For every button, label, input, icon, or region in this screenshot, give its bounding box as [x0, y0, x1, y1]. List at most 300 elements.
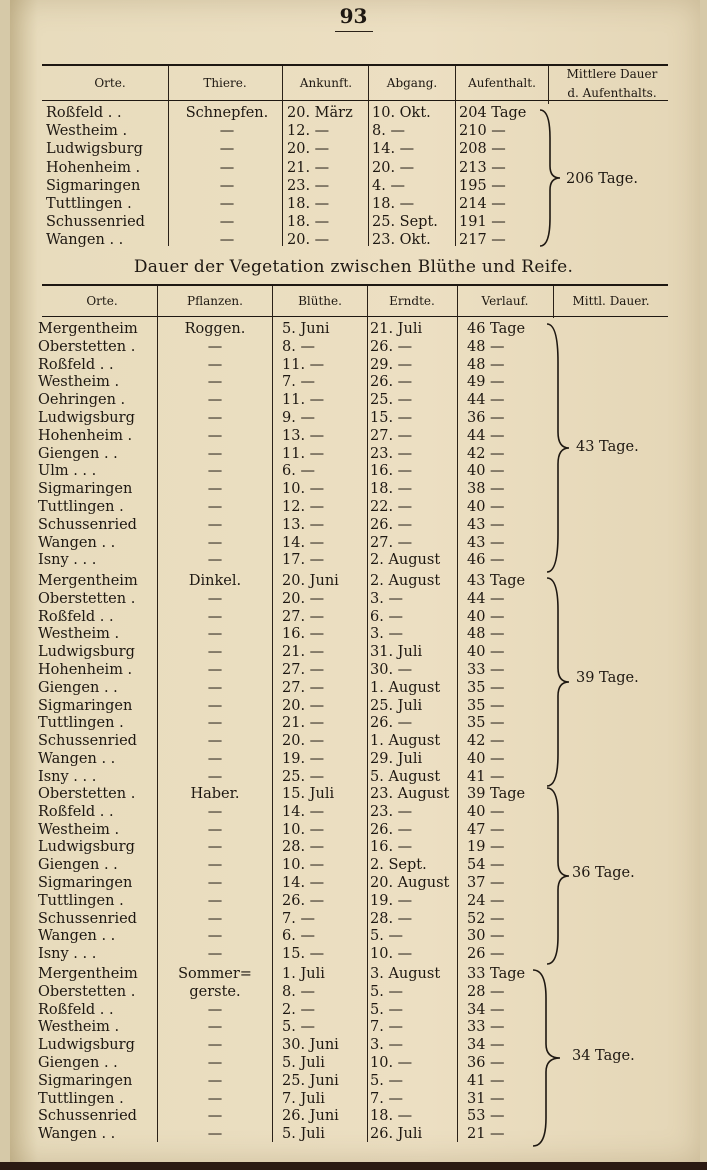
- table2-row: [38, 821, 668, 839]
- table2-cell-bluethe: 10. —: [282, 821, 325, 838]
- table2-cell-ort: Isny . . .: [38, 552, 97, 569]
- table2-cell-ort: Schussenried: [38, 1108, 137, 1125]
- table2-row: [38, 838, 668, 856]
- table2-cell-bluethe: 8. —: [282, 983, 315, 1000]
- table2-cell-verlauf: 40 —: [467, 608, 505, 625]
- table2-cell-verlauf: 41 —: [467, 768, 505, 785]
- table2-cell-ort: Westheim .: [38, 374, 120, 391]
- table2-cell-verlauf: 28 —: [467, 983, 505, 1000]
- table2-cell-bluethe: 1. Juli: [282, 966, 325, 982]
- table2-row: [38, 1072, 668, 1090]
- table2-cell-ort: Westheim .: [38, 626, 120, 643]
- table2-cell-pflanze: —: [207, 928, 223, 945]
- table2-cell-pflanze: —: [207, 445, 223, 462]
- table2-cell-pflanze: —: [207, 1126, 223, 1143]
- table2-cell-pflanze: Dinkel.: [188, 573, 242, 589]
- table2-row: [38, 427, 668, 445]
- table2-cell-ort: Hohenheim .: [38, 427, 133, 444]
- table1-row: [42, 104, 668, 122]
- table2-cell-erndte: 18. —: [370, 1108, 413, 1125]
- table2-cell-pflanze: —: [207, 481, 223, 498]
- table1-row: [42, 140, 668, 158]
- table2-cell-pflanze: —: [207, 499, 223, 515]
- table1-cell-abgang: 18. —: [372, 196, 415, 212]
- table1-cell-abgang: 23. Okt.: [372, 232, 431, 249]
- table2-cell-bluethe: 14. —: [282, 803, 325, 820]
- table2-header-bluethe: Blüthe.: [298, 294, 342, 308]
- table2-cell-verlauf: 36 —: [467, 1055, 505, 1071]
- table2-cell-bluethe: 16. —: [282, 626, 325, 643]
- table2-cell-ort: Tuttlingen .: [38, 499, 124, 515]
- table2-cell-erndte: 29. Juli: [370, 751, 423, 767]
- table2-cell-verlauf: 33 —: [467, 662, 505, 678]
- table2-cell-ort: Oberstetten .: [38, 786, 136, 802]
- table2-cell-ort: Isny . . .: [38, 946, 97, 963]
- table2-cell-pflanze: —: [207, 803, 223, 820]
- table1-cell-ort: Westheim .: [46, 123, 128, 140]
- table2-cell-verlauf: 24 —: [467, 892, 505, 909]
- table2-cell-erndte: 15. —: [370, 410, 413, 426]
- table2-cell-verlauf: 40 —: [467, 499, 505, 515]
- table1-cell-aufenthalt: 214 —: [459, 196, 506, 212]
- table2-header-orte: Orte.: [86, 294, 118, 308]
- table2-row: [38, 498, 668, 516]
- table2-cell-erndte: 23. —: [370, 803, 413, 820]
- table2-cell-bluethe: 21. —: [282, 644, 325, 661]
- table2-cell-pflanze: —: [207, 1055, 223, 1071]
- table2-row: [38, 945, 668, 963]
- table2-cell-erndte: 3. —: [370, 590, 403, 607]
- table2-cell-ort: Oehringen .: [38, 392, 126, 409]
- table2-cell-ort: Mergentheim: [38, 573, 138, 589]
- table2-row: [38, 338, 668, 356]
- page-number: 93: [339, 4, 368, 28]
- table2-cell-erndte: 7. —: [370, 1019, 403, 1036]
- table2-row: [38, 572, 668, 590]
- table2-cell-pflanze: —: [207, 1108, 223, 1125]
- table2-cell-ort: Giengen . .: [38, 679, 118, 696]
- table2-cell-pflanze: —: [207, 534, 223, 551]
- table2-cell-verlauf: 48 —: [467, 356, 505, 373]
- table1-cell-ort: Sigmaringen: [46, 177, 141, 194]
- table2-cell-ort: Mergentheim: [38, 321, 138, 337]
- table2-cell-erndte: 18. —: [370, 481, 413, 498]
- table2-cell-verlauf: 42 —: [467, 445, 505, 462]
- table2-cell-erndte: 3. —: [370, 1037, 403, 1054]
- table2-cell-bluethe: 27. —: [282, 679, 325, 696]
- table1-cell-ankunft: 18. —: [287, 214, 330, 231]
- table2-cell-ort: Wangen . .: [38, 751, 116, 767]
- table2-row: [38, 697, 668, 715]
- table2-cell-verlauf: 49 —: [467, 374, 505, 391]
- table2-row: [38, 643, 668, 661]
- table1-cell-ort: Schussenried: [46, 214, 145, 231]
- table2-cell-bluethe: 5. Juli: [282, 1126, 325, 1143]
- table2-cell-ort: Roßfeld . .: [38, 803, 114, 820]
- table2-cell-verlauf: 35 —: [467, 679, 505, 696]
- table2-cell-erndte: 6. —: [370, 608, 403, 625]
- table1-cell-abgang: 25. Sept.: [372, 214, 438, 231]
- table2-cell-erndte: 16. —: [370, 463, 413, 480]
- table2-cell-verlauf: 40 —: [467, 644, 505, 661]
- table2-cell-verlauf: 35 —: [467, 697, 505, 714]
- table1-cell-aufenthalt: 210 —: [459, 123, 506, 140]
- table2-cell-ort: Sigmaringen: [38, 1072, 133, 1089]
- table2-cell-erndte: 5. —: [370, 928, 403, 945]
- table1-cell-ort: Hohenheim .: [46, 159, 141, 176]
- table2-cell-ort: Westheim .: [38, 1019, 120, 1036]
- table1-cell-abgang: 4. —: [372, 177, 405, 194]
- table2-cell-ort: Schussenried: [38, 733, 137, 750]
- table2-row: [38, 927, 668, 945]
- table2-cell-verlauf: 31 —: [467, 1090, 505, 1107]
- table2-header-erndte: Erndte.: [389, 294, 435, 308]
- table2-row: [38, 320, 668, 338]
- table2-cell-bluethe: 7. —: [282, 374, 315, 391]
- table2-cell-erndte: 25. Juli: [370, 697, 423, 714]
- table2-row: [38, 1125, 668, 1143]
- table2-cell-ort: Wangen . .: [38, 534, 116, 551]
- table1-cell-ort: Roßfeld . .: [46, 105, 122, 121]
- table2-cell-erndte: 27. —: [370, 534, 413, 551]
- table2-cell-verlauf: 36 —: [467, 410, 505, 426]
- table2-cell-pflanze: —: [207, 427, 223, 444]
- table1-row: [42, 213, 668, 231]
- table1-row: [42, 122, 668, 140]
- table2-cell-verlauf: 44 —: [467, 427, 505, 444]
- table2-cell-erndte: 5. —: [370, 1072, 403, 1089]
- table2-cell-erndte: 26. —: [370, 715, 413, 732]
- table1-cell-abgang: 8. —: [372, 123, 405, 140]
- table2-cell-bluethe: 11. —: [282, 392, 325, 409]
- table2-cell-ort: Oberstetten .: [38, 590, 136, 607]
- table2-cell-verlauf: 37 —: [467, 875, 505, 891]
- table1-header-aufenthalt: Aufenthalt.: [468, 76, 536, 90]
- table2-cell-verlauf: 48 —: [467, 338, 505, 355]
- table2-cell-bluethe: 10. —: [282, 481, 325, 498]
- table2-cell-erndte: 26. —: [370, 374, 413, 391]
- table1-cell-ankunft: 20. —: [287, 141, 330, 158]
- table2-cell-pflanze: Roggen.: [184, 321, 246, 337]
- group-brace-haber: [544, 786, 574, 966]
- table2-cell-erndte: 3. August: [370, 966, 441, 982]
- table1-cell-ort: Wangen . .: [46, 232, 124, 249]
- table2-cell-erndte: 21. Juli: [370, 321, 423, 337]
- table2-cell-bluethe: 19. —: [282, 751, 325, 767]
- table1-top-rule: [42, 64, 668, 66]
- table1-cell-thier: —: [219, 177, 235, 194]
- table1-header-rule: [42, 100, 668, 101]
- table2-cell-verlauf: 42 —: [467, 733, 505, 750]
- table2-cell-erndte: 29. —: [370, 356, 413, 373]
- table2-row: [38, 768, 668, 786]
- table2-cell-verlauf: 34 —: [467, 1037, 505, 1054]
- table2-cell-bluethe: 8. —: [282, 338, 315, 355]
- table1-header-mittlere-line1: Mittlere Dauer: [566, 67, 658, 81]
- table1-cell-thier: —: [219, 232, 235, 249]
- table2-cell-bluethe: 15. —: [282, 946, 325, 963]
- table2-cell-ort: Wangen . .: [38, 928, 116, 945]
- table2-cell-pflanze: —: [207, 1001, 223, 1018]
- table2-cell-bluethe: 5. Juli: [282, 1055, 325, 1071]
- table2-row: [38, 608, 668, 626]
- table2-row: [38, 590, 668, 608]
- table1-header-thiere: Thiere.: [203, 76, 247, 90]
- table2-cell-pflanze: —: [207, 608, 223, 625]
- table1-cell-ankunft: 20. —: [287, 232, 330, 249]
- table2-row: [38, 1001, 668, 1019]
- group-brace-roggen: [544, 322, 574, 574]
- table2-cell-ort: Oberstetten .: [38, 338, 136, 355]
- table1-cell-aufenthalt: 195 —: [459, 177, 506, 194]
- table1-cell-aufenthalt: 213 —: [459, 159, 506, 176]
- table2-cell-verlauf: 30 —: [467, 928, 505, 945]
- table2-row: [38, 1090, 668, 1108]
- table1-row: [42, 195, 668, 213]
- table2-cell-erndte: 5. —: [370, 1001, 403, 1018]
- table2-cell-erndte: 2. August: [370, 573, 441, 589]
- table1-cell-abgang: 20. —: [372, 159, 415, 176]
- table2-cell-ort: Ludwigsburg: [38, 410, 135, 426]
- table2-cell-erndte: 26. Juli: [370, 1126, 423, 1143]
- table1-cell-ankunft: 21. —: [287, 159, 330, 176]
- table2-header-mittl: Mittl. Dauer.: [572, 294, 650, 308]
- table2-cell-bluethe: 11. —: [282, 445, 325, 462]
- table2-cell-verlauf: 39 Tage: [467, 786, 526, 802]
- table2-cell-bluethe: 20. Juni: [282, 573, 339, 589]
- table2-row: [38, 965, 668, 983]
- table2-cell-erndte: 19. —: [370, 892, 413, 909]
- table2-cell-pflanze: —: [207, 715, 223, 732]
- table2-cell-pflanze: —: [207, 662, 223, 678]
- table1-cell-thier: —: [219, 123, 235, 140]
- table2-cell-erndte: 7. —: [370, 1090, 403, 1107]
- table2-cell-pflanze: —: [207, 644, 223, 661]
- table2-cell-ort: Sigmaringen: [38, 697, 133, 714]
- table2-cell-ort: Oberstetten .: [38, 983, 136, 1000]
- table2-title: Dauer der Vegetation zwischen Blüthe und Reife.: [133, 257, 574, 277]
- table2-cell-erndte: 10. —: [370, 1055, 413, 1071]
- table2-cell-pflanze: —: [207, 821, 223, 838]
- table2-cell-erndte: 23. August: [370, 786, 450, 802]
- table2-cell-erndte: 28. —: [370, 910, 413, 927]
- table2-cell-erndte: 1. August: [370, 679, 441, 696]
- table2-cell-verlauf: 19 —: [467, 839, 505, 856]
- table2-cell-bluethe: 5. Juni: [282, 321, 330, 337]
- table2-cell-pflanze: —: [207, 1090, 223, 1107]
- table2-cell-verlauf: 26 —: [467, 946, 505, 963]
- table1-header-mittlere-line2: d. Aufenthalts.: [567, 86, 657, 100]
- table2-cell-ort: Giengen . .: [38, 445, 118, 462]
- table2-row: [38, 803, 668, 821]
- table2-cell-ort: Tuttlingen .: [38, 1090, 124, 1107]
- table2-cell-pflanze: —: [207, 1037, 223, 1054]
- table2-row: [38, 391, 668, 409]
- table2-cell-ort: Ludwigsburg: [38, 644, 135, 661]
- table2-cell-verlauf: 43 —: [467, 534, 505, 551]
- table2-cell-ort: Roßfeld . .: [38, 356, 114, 373]
- table2-cell-ort: Sigmaringen: [38, 875, 133, 891]
- table2-cell-pflanze: —: [207, 1072, 223, 1089]
- table2-cell-ort: Roßfeld . .: [38, 1001, 114, 1018]
- table1-cell-aufenthalt: 217 —: [459, 232, 506, 249]
- table2-cell-erndte: 2. August: [370, 552, 441, 569]
- table2-cell-verlauf: 33 —: [467, 1019, 505, 1036]
- table2-cell-bluethe: 27. —: [282, 608, 325, 625]
- table2-cell-erndte: 30. —: [370, 662, 413, 678]
- table2-cell-pflanze: —: [207, 626, 223, 643]
- table2-cell-ort: Isny . . .: [38, 768, 97, 785]
- table1-cell-aufenthalt: 204 Tage: [459, 105, 527, 121]
- table2-cell-ort: Tuttlingen .: [38, 715, 124, 732]
- table2-cell-pflanze: —: [207, 374, 223, 391]
- table2-cell-pflanze: —: [207, 410, 223, 426]
- table1-cell-abgang: 14. —: [372, 141, 415, 158]
- group-average-roggen: 43 Tage.: [576, 439, 639, 455]
- table2-cell-bluethe: 21. —: [282, 715, 325, 732]
- table2-row: [38, 445, 668, 463]
- group-average-dinkel: 39 Tage.: [576, 670, 639, 686]
- table2-cell-erndte: 25. —: [370, 392, 413, 409]
- table1-cell-ort: Ludwigsburg: [46, 141, 143, 158]
- table2-row: [38, 750, 668, 768]
- table1-header-orte: Orte.: [94, 76, 126, 90]
- table2-cell-bluethe: 15. Juli: [282, 786, 335, 802]
- table2-cell-erndte: 3. —: [370, 626, 403, 643]
- table2-cell-verlauf: 40 —: [467, 463, 505, 480]
- table2-cell-bluethe: 7. Juli: [282, 1090, 325, 1107]
- table2-cell-bluethe: 14. —: [282, 534, 325, 551]
- table2-row: [38, 732, 668, 750]
- table2-cell-ort: Wangen . .: [38, 1126, 116, 1143]
- table2-cell-erndte: 1. August: [370, 733, 441, 750]
- table2-cell-pflanze: —: [207, 946, 223, 963]
- table2-cell-verlauf: 44 —: [467, 590, 505, 607]
- table2-row: [38, 480, 668, 498]
- table1-col-divider: [548, 66, 549, 104]
- table2-row: [38, 910, 668, 928]
- table1-cell-ankunft: 20. März: [287, 105, 353, 121]
- table2-cell-bluethe: 2. —: [282, 1001, 315, 1018]
- table2-cell-pflanze: —: [207, 552, 223, 569]
- table2-cell-bluethe: 27. —: [282, 662, 325, 678]
- table2-top-rule: [42, 284, 668, 286]
- table1-average: 206 Tage.: [566, 171, 638, 187]
- table2-cell-verlauf: 40 —: [467, 751, 505, 767]
- table2-cell-pflanze: —: [207, 697, 223, 714]
- table2-header-verlauf: Verlauf.: [481, 294, 529, 308]
- table2-cell-verlauf: 40 —: [467, 803, 505, 820]
- table2-cell-ort: Roßfeld . .: [38, 608, 114, 625]
- table2-cell-pflanze: —: [207, 910, 223, 927]
- table1-cell-abgang: 10. Okt.: [372, 105, 431, 121]
- table2-cell-ort: Tuttlingen .: [38, 892, 124, 909]
- table2-cell-pflanze: Haber.: [190, 786, 240, 802]
- table2-cell-bluethe: 30. Juni: [282, 1037, 339, 1054]
- table2-cell-verlauf: 43 Tage: [467, 573, 526, 589]
- table2-cell-bluethe: 25. Juni: [282, 1072, 339, 1089]
- table1-brace: [536, 108, 566, 248]
- table2-cell-erndte: 26. —: [370, 821, 413, 838]
- table2-cell-verlauf: 43 —: [467, 516, 505, 533]
- table2-cell-pflanze: gerste.: [189, 983, 241, 1000]
- table2-cell-bluethe: 25. —: [282, 768, 325, 785]
- table2-cell-ort: Schussenried: [38, 910, 137, 927]
- table1-cell-thier: Schnepfen.: [185, 105, 269, 121]
- table2-cell-pflanze: —: [207, 463, 223, 480]
- table2-cell-verlauf: 53 —: [467, 1108, 505, 1125]
- table2-cell-erndte: 5. August: [370, 768, 441, 785]
- table2-row: [38, 551, 668, 569]
- table2-cell-erndte: 26. —: [370, 338, 413, 355]
- table2-cell-erndte: 31. Juli: [370, 644, 423, 661]
- table2-cell-ort: Hohenheim .: [38, 662, 133, 678]
- table2-cell-verlauf: 52 —: [467, 910, 505, 927]
- table1-cell-ankunft: 12. —: [287, 123, 330, 140]
- page-edge: [0, 1162, 707, 1170]
- table2-cell-bluethe: 17. —: [282, 552, 325, 569]
- table2-cell-erndte: 27. —: [370, 427, 413, 444]
- table2-cell-bluethe: 20. —: [282, 590, 325, 607]
- table2-cell-ort: Mergentheim: [38, 966, 138, 982]
- table2-cell-bluethe: 14. —: [282, 875, 325, 891]
- table2-cell-ort: Ulm . . .: [38, 463, 97, 480]
- table2-row: [38, 1107, 668, 1125]
- table2-row: [38, 373, 668, 391]
- table2-cell-erndte: 20. August: [370, 875, 450, 891]
- table2-cell-verlauf: 46 —: [467, 552, 505, 569]
- table2-cell-pflanze: —: [207, 751, 223, 767]
- table2-cell-verlauf: 35 —: [467, 715, 505, 732]
- table2-row: [38, 661, 668, 679]
- table2-cell-erndte: 26. —: [370, 516, 413, 533]
- table1-cell-aufenthalt: 191 —: [459, 214, 506, 231]
- table2-row: [38, 714, 668, 732]
- table1-cell-ankunft: 23. —: [287, 177, 330, 194]
- group-brace-dinkel: [544, 576, 574, 788]
- table2-cell-verlauf: 54 —: [467, 857, 505, 874]
- table2-row: [38, 785, 668, 803]
- table2-cell-bluethe: 13. —: [282, 427, 325, 444]
- table2-cell-pflanze: —: [207, 356, 223, 373]
- table2-cell-verlauf: 21 —: [467, 1126, 505, 1143]
- table2-cell-bluethe: 5. —: [282, 1019, 315, 1036]
- table2-cell-bluethe: 26. Juni: [282, 1108, 339, 1125]
- table1-cell-ankunft: 18. —: [287, 196, 330, 212]
- table2-cell-bluethe: 11. —: [282, 356, 325, 373]
- table2-row: [38, 1018, 668, 1036]
- table2-cell-bluethe: 28. —: [282, 839, 325, 856]
- table2-cell-bluethe: 12. —: [282, 499, 325, 515]
- table2-row: [38, 409, 668, 427]
- table2-cell-verlauf: 41 —: [467, 1072, 505, 1089]
- table2-cell-verlauf: 47 —: [467, 821, 505, 838]
- table1-cell-aufenthalt: 208 —: [459, 141, 506, 158]
- table2-cell-pflanze: —: [207, 392, 223, 409]
- table2-row: [38, 516, 668, 534]
- table2-cell-verlauf: 44 —: [467, 392, 505, 409]
- table2-cell-ort: Giengen . .: [38, 857, 118, 874]
- table2-cell-ort: Giengen . .: [38, 1055, 118, 1071]
- table1-row: [42, 231, 668, 249]
- table2-row: [38, 679, 668, 697]
- group-brace-sommergerste: [530, 968, 566, 1148]
- table2-row: [38, 356, 668, 374]
- table2-cell-ort: Ludwigsburg: [38, 839, 135, 856]
- table2-cell-pflanze: —: [207, 590, 223, 607]
- table2-cell-pflanze: —: [207, 857, 223, 874]
- page-number-rule: [335, 31, 373, 32]
